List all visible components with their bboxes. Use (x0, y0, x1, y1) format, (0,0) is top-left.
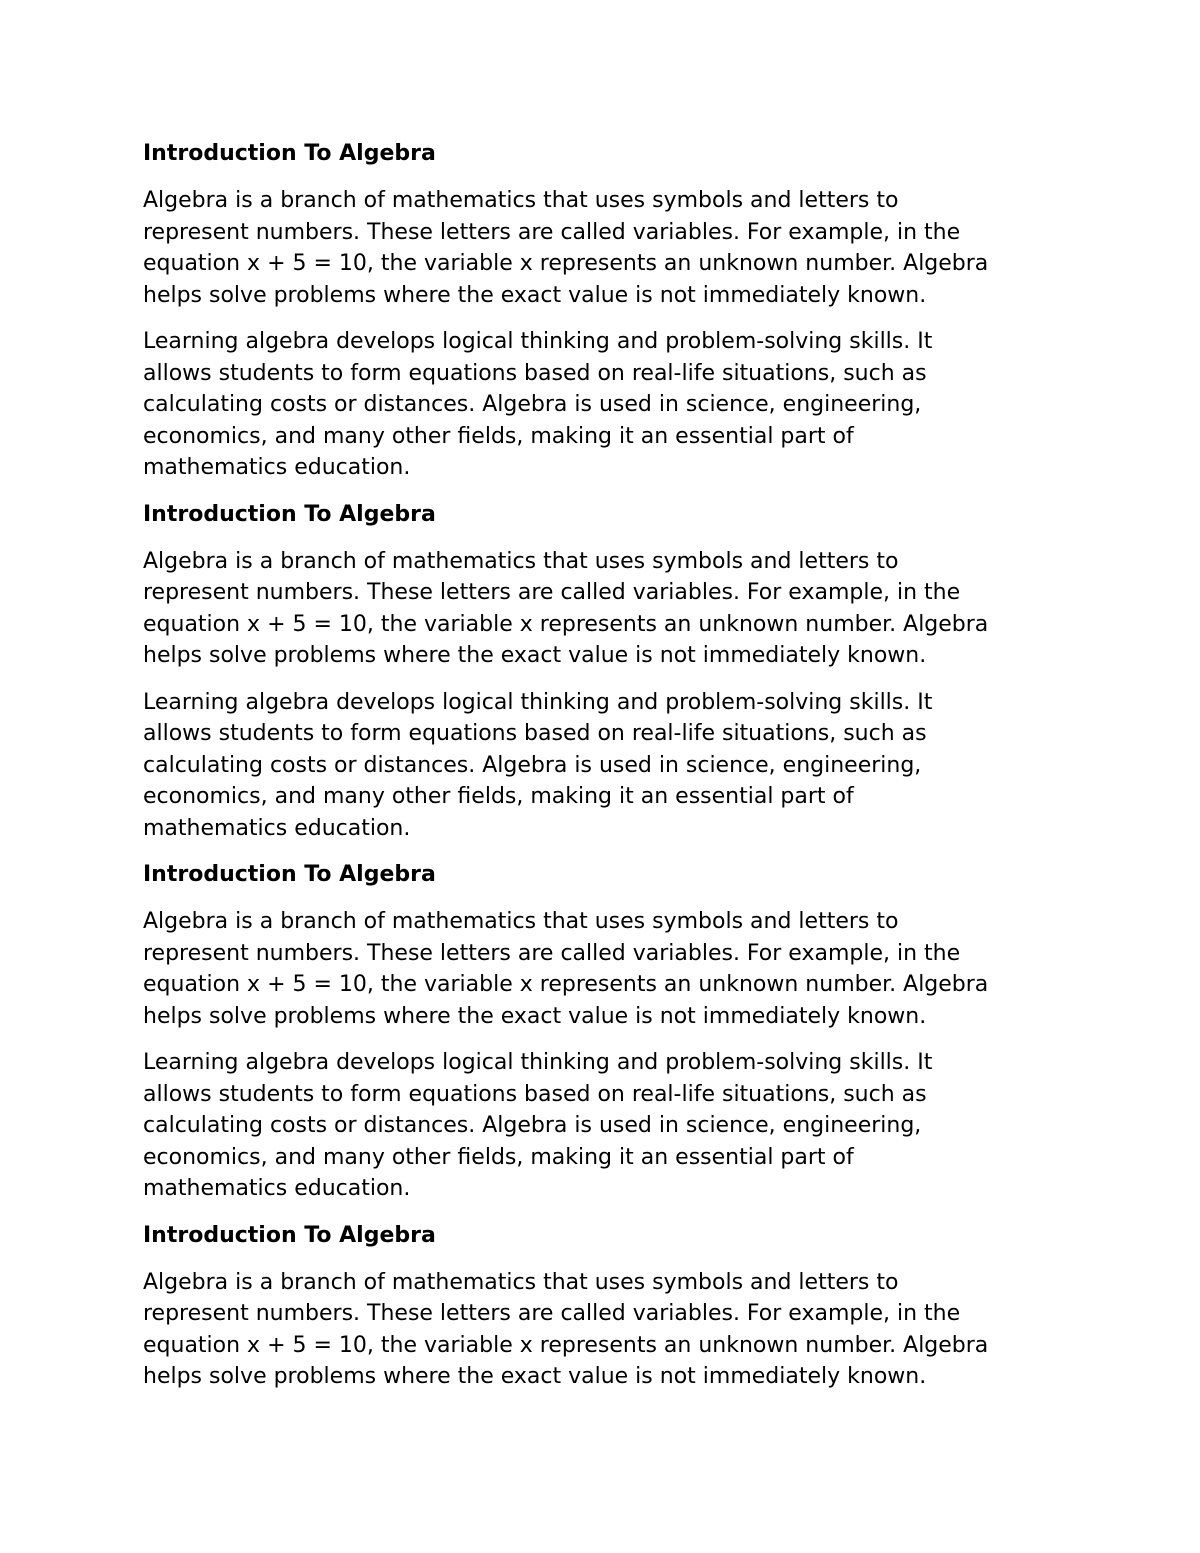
text-line: calculating costs or distances. Algebra is used in science, engineering, (143, 392, 922, 417)
text-line: equation x + 5 = 10, the variable x represents an unknown number. Algebra (143, 1332, 989, 1358)
section-heading: Introduction To Algebra (143, 141, 436, 166)
text-line: represent numbers. These letters are called variables. For example, in the (143, 940, 961, 966)
text-line: Learning algebra develops logical thinking and problem-solving skills. It (143, 689, 933, 715)
paragraph (143, 326, 1073, 484)
text-line: allows students to form equations based on real-life situations, such as (143, 721, 927, 746)
text-line: economics, and many other fields, making it an essential part of (143, 1144, 854, 1170)
text-line: allows students to form equations based on real-life situations, such as (143, 360, 927, 386)
paragraph (143, 546, 1073, 672)
text-line: economics, and many other fields, making it an essential part of (143, 784, 854, 809)
text-line: Learning algebra develops logical thinking and problem-solving skills. It (143, 1050, 933, 1075)
paragraph (143, 1267, 1073, 1393)
text-line: helps solve problems where the exact value is not immediately known. (143, 1364, 927, 1389)
text-line: helps solve problems where the exact value is not immediately known. (143, 282, 927, 308)
text-line: calculating costs or distances. Algebra is used in science, engineering, (143, 752, 922, 778)
text-line: mathematics education. (143, 1176, 411, 1201)
paragraph (143, 687, 1073, 845)
paragraph (143, 906, 1073, 1032)
text-line: economics, and many other fields, making it an essential part of (143, 423, 854, 449)
paragraph (143, 1047, 1073, 1205)
section-heading: Introduction To Algebra (143, 501, 436, 527)
text-line: Algebra is a branch of mathematics that uses symbols and letters to (143, 909, 899, 934)
document-page (143, 138, 1073, 1408)
text-line: equation x + 5 = 10, the variable x represents an unknown number. Algebra (143, 611, 989, 637)
text-line: allows students to form equations based on real-life situations, such as (143, 1081, 927, 1107)
text-line: equation x + 5 = 10, the variable x represents an unknown number. Algebra (143, 972, 989, 997)
text-line: Learning algebra develops logical thinking and problem-solving skills. It (143, 329, 933, 354)
text-line: represent numbers. These letters are called variables. For example, in the (143, 219, 961, 245)
text-line: mathematics education. (143, 455, 411, 480)
text-line: Algebra is a branch of mathematics that uses symbols and letters to (143, 548, 899, 574)
text-line: helps solve problems where the exact value is not immediately known. (143, 1003, 927, 1029)
text-line: Algebra is a branch of mathematics that uses symbols and letters to (143, 1269, 899, 1295)
text-line: mathematics education. (143, 815, 411, 841)
text-line: helps solve problems where the exact value is not immediately known. (143, 643, 927, 668)
text-line: equation x + 5 = 10, the variable x represents an unknown number. Algebra (143, 251, 989, 276)
text-line: calculating costs or distances. Algebra is used in science, engineering, (143, 1113, 922, 1138)
text-line: Algebra is a branch of mathematics that uses symbols and letters to (143, 188, 899, 213)
section-heading: Introduction To Algebra (143, 862, 436, 887)
paragraph (143, 185, 1073, 311)
text-line: represent numbers. These letters are called variables. For example, in the (143, 1301, 961, 1326)
section-heading: Introduction To Algebra (143, 1222, 436, 1248)
text-line: represent numbers. These letters are called variables. For example, in the (143, 580, 961, 605)
